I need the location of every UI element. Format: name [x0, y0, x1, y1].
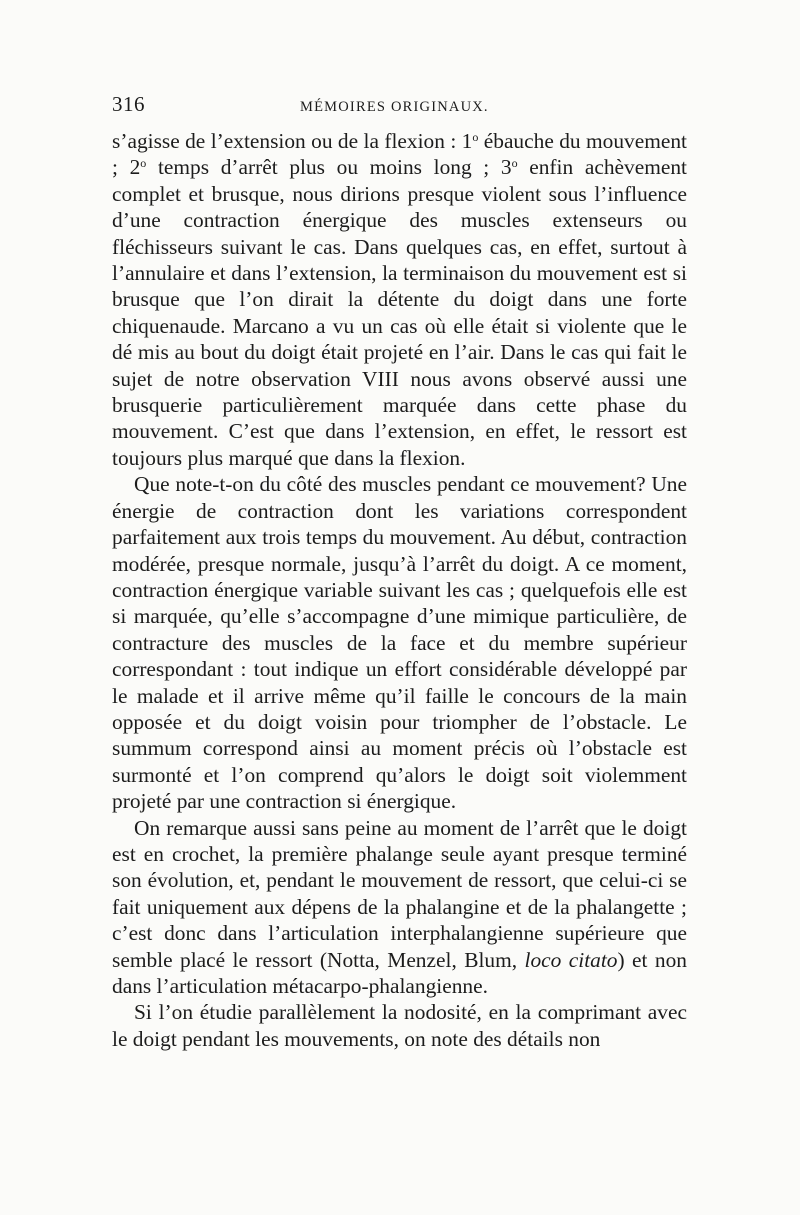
page-body: [112, 128, 687, 1052]
paragraph-2: Que note-t-on du côté des muscles pendant ce mouvement? Une énergie de contraction dont les variations correspondent parfaitement aux trois temps du mouvement. Au début, contraction modérée, presque normale, jusqu’à l’arrêt du doigt. A ce moment, contraction énergique variable suivant les cas ; quelquefois elle est si marquée, qu’elle s’accompagne d’une mimique particulière, de contracture des muscles de la face et du membre supérieur correspondant : tout indique un effort considérable développé par le malade et il arrive même qu’il faille le concours de la main opposée et du doigt voisin pour triompher de l’obstacle. Le summum correspond ainsi au moment précis où l’obstacle est surmonté et l’on comprend qu’alors le doigt soit violemment projeté par une contraction si énergique.: [112, 472, 687, 814]
paragraph-1: s’agisse de l’extension ou de la flexion : 1$^o$ ébauche du mouvement ; 2$^o$ temps d’arrêt plus ou moins long ; 3$^o$ enfin achèvement complet et brusque, nous dirions presque violent sous l’influence d’une contraction énergique des muscles extenseurs ou fléchisseurs suivant le cas. Dans quelques cas, en effet, surtout à l’annulaire et dans l’extension, la terminaison du mouvement est si brusque que l’on dirait la détente du doigt dans une forte chiquenaude. Marcano a vu un cas où elle était si violente que le dé mis au bout du doigt était projeté en l’air. Dans le cas qui fait le sujet de notre observation VIII nous avons observé aussi une brusquerie particulièrement marquée dans cette phase du mouvement. C’est que dans l’extension, en effet, le ressort est toujours plus marqué que dans la flexion.: [112, 129, 687, 470]
page-number: 316: [112, 92, 145, 116]
page-header: [112, 92, 687, 126]
book-page: [112, 92, 687, 1052]
running-title: MÉMOIRES ORIGINAUX.: [300, 99, 489, 115]
paragraph-3: On remarque aussi sans peine au moment de l’arrêt que le doigt est en crochet, la première phalange seule ayant presque terminé son évolution, et, pendant le mouvement de ressort, que celui-ci se fait uniquement aux dépens de la phalangine et de la phalangette ; c’est donc dans l’articulation interphalangienne supérieure que semble placé le ressort (Notta, Menzel, Blum, loco citato) et non dans l’articulation métacarpo-phalangienne.: [112, 815, 687, 998]
italic-citation: loco citato: [524, 947, 618, 972]
paragraph-4: Si l’on étudie parallèlement la nodosité, en la comprimant avec le doigt pendant les mouvements, on note des détails non: [112, 1000, 687, 1051]
